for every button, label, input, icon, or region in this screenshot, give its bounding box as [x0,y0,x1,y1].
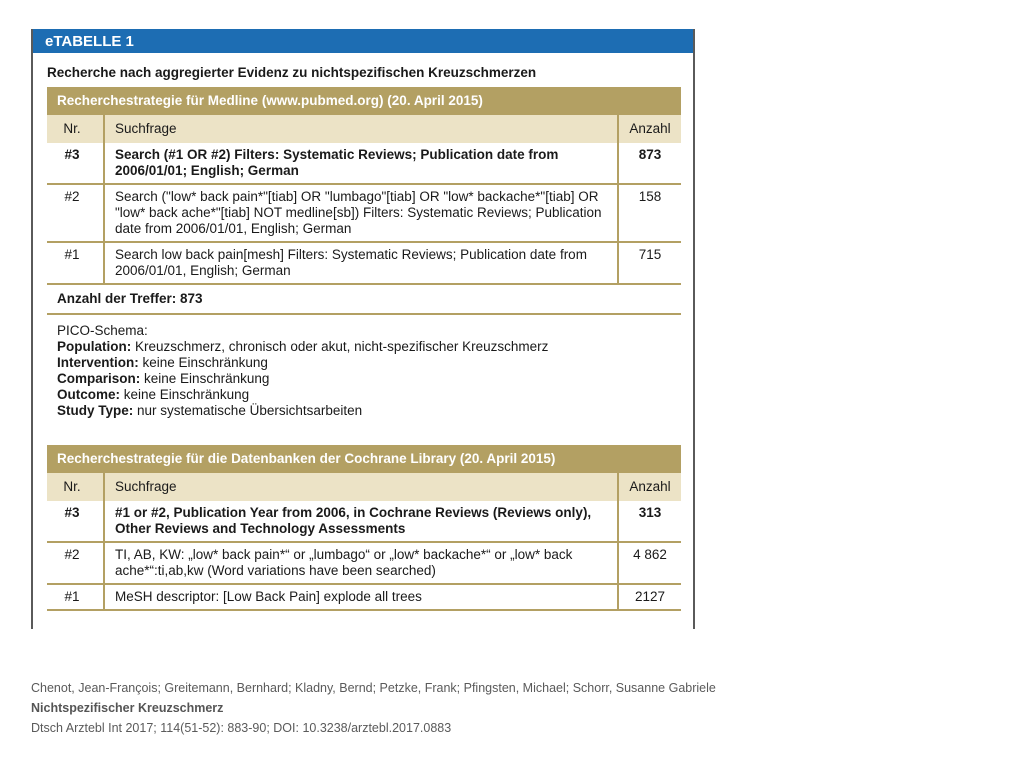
pico-outcome: Outcome: keine Einschränkung [57,387,250,402]
row-count: 4 862 [633,547,667,562]
pico-title: PICO-Schema: [57,323,148,338]
row-query: Search (#1 OR #2) Filters: Systematic Reviews; Publication date from 2006/01/01; English; German [105,143,619,183]
medline-column-header [47,115,681,143]
pico-population: Population: Kreuzschmerz, chronisch oder akut, nicht-spezifischer Kreuzschmerz [57,339,549,354]
figure-caption [31,678,716,738]
pico-comparison: Comparison: keine Einschränkung [57,371,270,386]
row-query: TI, AB, KW: „low* back pain*“ or „lumbago“ or „low* backache*“ or „low* back ache*“:ti,ab,kw (Word variations have been searched) [105,543,619,583]
row-nr: #3 [47,143,105,183]
row-nr: #2 [47,185,105,241]
cochrane-section-title: Recherchestrategie für die Datenbanken der Cochrane Library (20. April 2015) [47,445,681,473]
column-nr: Nr. [47,115,105,143]
row-nr: #2 [47,543,105,583]
medline-section-title: Recherchestrategie für Medline (www.pubmed.org) (20. April 2015) [47,87,681,115]
table-row [47,585,681,611]
column-count: Anzahl [629,479,671,494]
caption-title: Nichtspezifischer Kreuzschmerz [31,701,224,715]
pico-schema [47,315,681,427]
cochrane-section [47,445,681,611]
cochrane-column-header [47,473,681,501]
row-count: 2127 [634,589,666,604]
table-row [47,185,681,243]
pico-study-type: Study Type: nur systematische Übersichtsarbeiten [57,403,363,418]
table-row [47,501,681,543]
table-label: eTABELLE 1 [33,29,693,53]
row-query: Search ("low* back pain*"[tiab] OR "lumbago"[tiab] OR "low* backache*"[tiab] OR "low* back ache*"[tiab] NOT medline[sb]) Filters: Systematic Reviews; Publication date from 2006/01/01, English; German [105,185,619,241]
column-query: Suchfrage [105,115,619,143]
table-row [47,243,681,285]
table-row [47,143,681,185]
column-count: Anzahl [629,121,671,136]
caption-authors: Chenot, Jean-François; Greitemann, Bernhard; Kladny, Bernd; Petzke, Frank; Pfingsten, Michael; Schorr, Susanne Gabriele [31,681,716,695]
row-nr: #1 [47,585,105,609]
row-count: 873 [638,147,662,162]
medline-total: Anzahl der Treffer: 873 [47,285,681,315]
table-sheet [31,29,695,629]
row-count: 313 [638,505,662,520]
pico-intervention: Intervention: keine Einschränkung [57,355,268,370]
row-count: 158 [638,189,662,204]
row-count: 715 [638,247,662,262]
row-query: #1 or #2, Publication Year from 2006, in Cochrane Reviews (Reviews only), Other Reviews and Technology Assessments [105,501,619,541]
column-nr: Nr. [47,473,105,501]
row-nr: #3 [47,501,105,541]
medline-section [47,87,681,427]
column-query: Suchfrage [105,473,619,501]
row-query: MeSH descriptor: [Low Back Pain] explode all trees [105,585,619,609]
row-nr: #1 [47,243,105,283]
table-heading: Recherche nach aggregierter Evidenz zu nichtspezifischen Kreuzschmerzen [47,65,537,80]
table-row [47,543,681,585]
caption-citation: Dtsch Arztebl Int 2017; 114(51-52): 883-90; DOI: 10.3238/arztebl.2017.0883 [31,721,452,735]
row-query: Search low back pain[mesh] Filters: Systematic Reviews; Publication date from 2006/01/01, English; German [105,243,619,283]
